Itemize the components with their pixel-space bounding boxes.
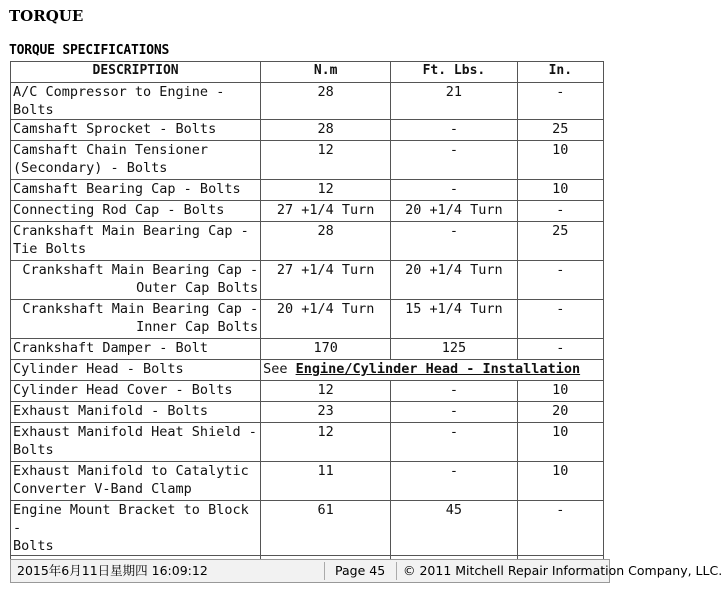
cell-nm: 27 +1/4 Turn xyxy=(261,201,391,222)
torque-table-container xyxy=(10,61,604,554)
table-row xyxy=(11,222,604,261)
table-row xyxy=(11,300,604,339)
cell-description: Camshaft Chain Tensioner (Secondary) - Bolts xyxy=(11,141,261,180)
cell-ftlbs: - xyxy=(391,222,517,261)
cell-inlbs: 20 xyxy=(517,402,603,423)
cell-inlbs: - xyxy=(517,261,603,300)
cell-inlbs: 10 xyxy=(517,381,603,402)
cell-ftlbs: 125 xyxy=(391,339,517,360)
cell-nm: 28 xyxy=(261,120,391,141)
cell-ftlbs: 20 +1/4 Turn xyxy=(391,201,517,222)
cylinder-head-installation-link[interactable]: Engine/Cylinder Head - Installation xyxy=(295,361,581,377)
cell-nm: 12 xyxy=(261,141,391,180)
column-header-ftlbs: Ft. Lbs. xyxy=(391,62,517,83)
footer-datetime: 2015年6月11日星期四 16:09:12 xyxy=(17,563,208,578)
table-row xyxy=(11,83,604,120)
cell-inlbs: - xyxy=(517,501,603,556)
cell-nm: 23 xyxy=(261,402,391,423)
cell-description: Crankshaft Main Bearing Cap - Outer Cap Bolts xyxy=(11,261,261,300)
cell-inlbs: 10 xyxy=(517,462,603,501)
column-header-nm: N.m xyxy=(261,62,391,83)
footer-page-number: Page 45 xyxy=(335,563,386,578)
cell-ftlbs: - xyxy=(391,381,517,402)
status-footer xyxy=(10,559,722,583)
cell-description: Cylinder Head - Bolts xyxy=(11,360,261,381)
table-row xyxy=(11,402,604,423)
table-row xyxy=(11,141,604,180)
table-row xyxy=(11,201,604,222)
cell-inlbs: 10 xyxy=(517,423,603,462)
table-row xyxy=(11,381,604,402)
table-row xyxy=(11,120,604,141)
cell-description: Exhaust Manifold to Catalytic Converter V-Band Clamp xyxy=(11,462,261,501)
cell-cross-reference xyxy=(261,360,604,381)
cell-ftlbs: - xyxy=(391,462,517,501)
cell-nm: 27 +1/4 Turn xyxy=(261,261,391,300)
cell-ftlbs: 21 xyxy=(391,83,517,120)
cell-description: Camshaft Bearing Cap - Bolts xyxy=(11,180,261,201)
footer-divider xyxy=(324,562,325,580)
section-title: TORQUE SPECIFICATIONS xyxy=(9,43,170,58)
cell-description: Camshaft Sprocket - Bolts xyxy=(11,120,261,141)
cell-inlbs: - xyxy=(517,201,603,222)
cell-nm: 11 xyxy=(261,462,391,501)
cell-description: A/C Compressor to Engine - Bolts xyxy=(11,83,261,120)
cell-description: Connecting Rod Cap - Bolts xyxy=(11,201,261,222)
table-row xyxy=(11,423,604,462)
cell-ftlbs: - xyxy=(391,141,517,180)
cell-ftlbs: - xyxy=(391,120,517,141)
cell-inlbs: 25 xyxy=(517,222,603,261)
cell-inlbs: - xyxy=(517,339,603,360)
table-header-row xyxy=(11,62,604,83)
cell-description: Exhaust Manifold Heat Shield - Bolts xyxy=(11,423,261,462)
cell-inlbs: - xyxy=(517,300,603,339)
cell-description: Cylinder Head Cover - Bolts xyxy=(11,381,261,402)
cell-nm: 12 xyxy=(261,381,391,402)
table-row xyxy=(11,261,604,300)
cell-nm: 170 xyxy=(261,339,391,360)
cell-nm: 12 xyxy=(261,423,391,462)
cell-inlbs: 25 xyxy=(517,120,603,141)
see-prefix: See xyxy=(263,361,296,377)
table-row xyxy=(11,180,604,201)
cell-ftlbs: 45 xyxy=(391,501,517,556)
table-row xyxy=(11,339,604,360)
column-header-description: DESCRIPTION xyxy=(11,62,261,83)
table-row xyxy=(11,462,604,501)
cell-ftlbs: - xyxy=(391,402,517,423)
cell-description: Crankshaft Damper - Bolt xyxy=(11,339,261,360)
table-row xyxy=(11,360,604,381)
table-row xyxy=(11,501,604,556)
cell-inlbs: - xyxy=(517,83,603,120)
cell-nm: 61 xyxy=(261,501,391,556)
cell-description: Crankshaft Main Bearing Cap - Tie Bolts xyxy=(11,222,261,261)
cell-ftlbs: - xyxy=(391,423,517,462)
cell-nm: 28 xyxy=(261,222,391,261)
cell-nm: 12 xyxy=(261,180,391,201)
torque-specifications-table xyxy=(10,61,604,574)
cell-nm: 28 xyxy=(261,83,391,120)
cell-description: Crankshaft Main Bearing Cap - Inner Cap Bolts xyxy=(11,300,261,339)
cell-ftlbs: 20 +1/4 Turn xyxy=(391,261,517,300)
cell-nm: 20 +1/4 Turn xyxy=(261,300,391,339)
footer-copyright: © 2011 Mitchell Repair Information Company, LLC. xyxy=(403,563,722,578)
cell-inlbs: 10 xyxy=(517,180,603,201)
column-header-inlbs: In. xyxy=(517,62,603,83)
cell-ftlbs: 15 +1/4 Turn xyxy=(391,300,517,339)
footer-divider xyxy=(396,562,397,580)
page-heading: TORQUE xyxy=(9,7,84,25)
cell-ftlbs: - xyxy=(391,180,517,201)
cell-description: Exhaust Manifold - Bolts xyxy=(11,402,261,423)
table-body xyxy=(11,83,604,574)
cell-inlbs: 10 xyxy=(517,141,603,180)
cell-description: Engine Mount Bracket to Block - Bolts xyxy=(11,501,261,556)
